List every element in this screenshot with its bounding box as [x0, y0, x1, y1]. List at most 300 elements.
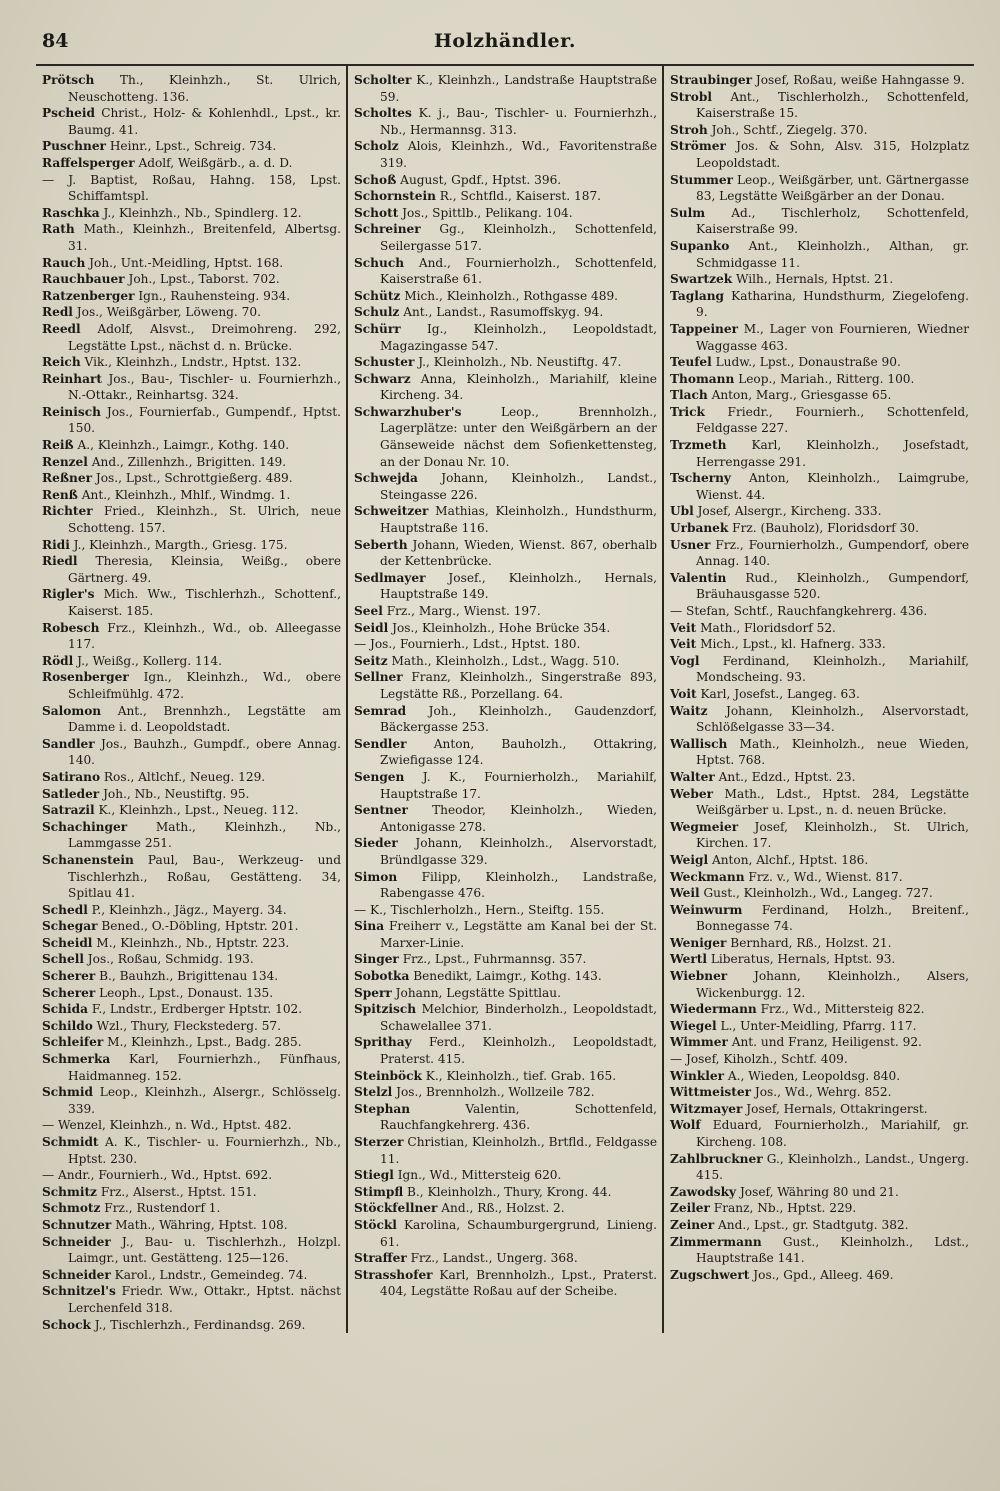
entry-surname: Reßner: [42, 471, 92, 486]
entry-surname: Ridi: [42, 537, 70, 552]
entry-details: Ferd., Kleinholzh., Leopoldstadt, Praterst. 415.: [380, 1035, 658, 1067]
entry-surname: Schanenstein: [42, 852, 134, 867]
entry-details: J., Tischlerhzh., Ferdinandsg. 269.: [94, 1317, 306, 1332]
directory-entry: [670, 72, 969, 89]
entry-details: K., Kleinhzh., Lpst., Neueg. 112.: [98, 803, 299, 818]
entry-surname: Weckmann: [670, 869, 745, 884]
entry-details: J., Kleinhzh., Nb., Spindlerg. 12.: [103, 205, 302, 220]
entry-surname: Stroh: [670, 122, 708, 137]
entry-details: Jos., Fournierfab., Gumpendf., Hptst. 150.: [68, 404, 342, 436]
entry-details: Joh., Lpst., Taborst. 702.: [128, 272, 280, 287]
directory-entry: [42, 470, 341, 487]
directory-entry: [354, 1084, 657, 1101]
entry-surname: Richter: [42, 504, 93, 519]
entry-details: Math., Floridsdorf 52.: [700, 620, 836, 635]
entry-details: Ferdinand, Holzh., Breitenf., Bonnegasse 74.: [696, 902, 969, 934]
directory-entry: [670, 1051, 969, 1068]
entry-surname: Rauch: [42, 255, 86, 270]
entry-details: Math., Kleinhzh., Breitenfeld, Albertsg. 31.: [68, 222, 341, 253]
directory-entry: [670, 138, 969, 171]
entry-surname: Seel: [354, 604, 383, 618]
directory-entry: [670, 570, 969, 603]
entry-details: Jos., Lpst., Schrottgießerg. 489.: [95, 471, 293, 486]
entry-details: Mich. Ww., Tischlerhzh., Schottenf., Kaiserst. 185.: [68, 587, 342, 618]
entry-surname: Schmotz: [42, 1201, 101, 1216]
entry-surname: Ubl: [670, 504, 694, 519]
entry-details: And., Zillenhzh., Brigitten. 149.: [91, 454, 287, 469]
directory-entry: [42, 786, 341, 803]
directory-entry: [42, 802, 341, 819]
directory-entry: [42, 1234, 341, 1267]
entry-surname: Stimpfl: [354, 1184, 404, 1199]
entry-details: A., Wieden, Leopoldsg. 840.: [727, 1068, 901, 1083]
entry-surname: Wiegel: [670, 1018, 717, 1033]
entry-surname: Schuch: [354, 255, 405, 270]
entry-surname: Robesch: [42, 620, 100, 635]
entry-surname: Reedl: [42, 321, 81, 336]
entry-surname: Rigler's: [42, 587, 95, 602]
entry-details: K., Kleinholzh., tief. Grab. 165.: [425, 1068, 617, 1083]
entry-surname: Tappeiner: [670, 321, 738, 336]
entry-surname: Schock: [42, 1317, 91, 1332]
entry-surname: Waitz: [670, 703, 708, 718]
directory-entry: [354, 835, 657, 868]
entry-details: Joh., Kleinholzh., Gaudenzdorf, Bäckergasse 253.: [380, 703, 658, 735]
entry-surname: Wolf: [670, 1118, 701, 1133]
entry-details: Bernhard, Rß., Holzst. 21.: [730, 935, 892, 950]
entry-details: Ant., Kleinhzh., Mhlf., Windmg. 1.: [81, 487, 291, 502]
entry-details: J., Bau- u. Tischlerhzh., Holzpl. Laimgr., unt. Gestätteng. 125—126.: [68, 1234, 342, 1266]
entry-surname: Schildo: [42, 1018, 93, 1033]
entry-details: K., Kleinhzh., Landstraße Hauptstraße 59.: [380, 73, 657, 104]
entry-details: Ad., Tischlerholz, Schottenfeld, Kaiserstraße 99.: [696, 205, 969, 237]
entry-surname: Schachinger: [42, 819, 128, 834]
directory-entry: [42, 586, 341, 619]
entry-details: Jos., Roßau, Schmidg. 193.: [87, 952, 254, 967]
entry-details: Jos., Bauhzh., Gumpdf., obere Annag. 140.: [68, 736, 341, 768]
directory-entry: [354, 1200, 657, 1217]
entry-details: Jos., Brennholzh., Wollzeile 782.: [396, 1085, 595, 1100]
entry-details: Katharina, Hundsthurm, Ziegelofeng. 9.: [696, 288, 969, 320]
entry-surname: Salomon: [42, 703, 102, 718]
entry-details: Karl, Josefst., Langeg. 63.: [700, 686, 860, 701]
column-left: [36, 66, 346, 1333]
directory-entry: [670, 686, 969, 703]
entry-details: Josef, Alsergr., Kircheng. 333.: [697, 504, 882, 519]
entry-details: Leop., Brennholzh., Lagerplätze: unter den Weißgärbern an der Gänseweide nächst dem Sofienkettensteg, an der Donau Nr. 10.: [380, 404, 657, 469]
entry-surname: Sprithay: [354, 1035, 412, 1050]
directory-entry: [670, 520, 969, 537]
directory-entry: [42, 1317, 341, 1334]
entry-details: A., Kleinhzh., Laimgr., Kothg. 140.: [77, 438, 290, 453]
entry-surname: Rosenberger: [42, 670, 129, 685]
directory-entry: [42, 487, 341, 504]
directory-entry: [42, 703, 341, 736]
directory-entry: [42, 105, 341, 138]
entry-details: — Andr., Fournierh., Wd., Hptst. 692.: [42, 1168, 273, 1183]
entry-surname: Zimmermann: [670, 1234, 762, 1249]
entry-surname: Taglang: [670, 288, 725, 303]
directory-entry: [354, 968, 657, 985]
entry-details: Mathias, Kleinholzh., Hundsthurm, Hauptstraße 116.: [380, 504, 657, 536]
directory-entry: [670, 902, 969, 935]
entry-surname: Schoß: [354, 172, 397, 187]
entry-surname: Renzel: [42, 454, 88, 469]
entry-surname: Schmid: [42, 1085, 93, 1100]
entry-details: J., Weißg., Kollerg. 114.: [77, 653, 223, 668]
directory-entry: [354, 205, 657, 222]
directory-entry: [42, 138, 341, 155]
entry-details: — K., Tischlerholzh., Hern., Steiftg. 155.: [354, 902, 605, 917]
entry-details: Johann, Legstätte Spittlau.: [395, 985, 561, 1000]
directory-entry: [42, 902, 341, 919]
entry-surname: Schleifer: [42, 1035, 104, 1050]
directory-entry: [670, 935, 969, 952]
entry-details: Anton, Alchf., Hptst. 186.: [711, 852, 869, 867]
directory-entry: [42, 1184, 341, 1201]
entry-surname: Sentner: [354, 803, 408, 818]
entry-surname: Riedl: [42, 554, 78, 569]
directory-entry: [670, 786, 969, 819]
entry-details: Melchior, Binderholzh., Leopoldstadt, Schawelallee 371.: [380, 1002, 657, 1033]
entry-surname: Zawodsky: [670, 1184, 737, 1199]
directory-entry: [354, 1184, 657, 1201]
directory-entry: [42, 1051, 341, 1084]
entry-details: Ig., Kleinholzh., Leopoldstadt, Magazingasse 547.: [380, 321, 657, 353]
entry-surname: Weber: [670, 786, 713, 801]
directory-entry: [42, 1267, 341, 1284]
directory-entry: [354, 188, 657, 205]
directory-entry: [42, 736, 341, 769]
entry-details: Math., Kleinholzh., Ldst., Wagg. 510.: [391, 653, 620, 668]
directory-entry: [42, 1167, 341, 1184]
directory-entry: [42, 653, 341, 670]
column-middle: [346, 66, 662, 1333]
directory-entry: [354, 354, 657, 371]
entry-details: Josef, Roßau, weiße Hahngasse 9.: [755, 73, 965, 87]
entry-surname: Schedl: [42, 902, 88, 917]
entry-details: Leop., Mariah., Ritterg. 100.: [738, 371, 915, 386]
directory-entry: [42, 72, 341, 105]
entry-details: Friedr. Ww., Ottakr., Hptst. nächst Lerchenfeld 318.: [68, 1284, 341, 1315]
directory-entry: [354, 1001, 657, 1034]
directory-entry: [42, 819, 341, 852]
directory-entry: [42, 354, 341, 371]
directory-entry: [670, 387, 969, 404]
directory-entry: [42, 205, 341, 222]
directory-entry: [670, 968, 969, 1001]
directory-entry: [670, 1101, 969, 1118]
directory-entry: [354, 869, 657, 902]
entry-surname: Seidl: [354, 620, 389, 635]
entry-surname: Steinböck: [354, 1068, 422, 1083]
directory-entry: [42, 553, 341, 586]
entry-details: Ludw., Lpst., Donaustraße 90.: [715, 355, 901, 370]
directory-entry: [354, 620, 657, 637]
directory-entry: [354, 1068, 657, 1085]
directory-entry: [670, 288, 969, 321]
directory-entry: [42, 371, 341, 404]
entry-surname: Sina: [354, 919, 385, 934]
directory-entry: [354, 703, 657, 736]
entry-details: J., Kleinholzh., Nb. Neustiftg. 47.: [418, 355, 622, 370]
entry-surname: Zeiner: [670, 1217, 715, 1232]
entry-surname: Straffer: [354, 1251, 407, 1266]
column-right: [662, 66, 974, 1333]
entry-details: Karolina, Schaumburgergrund, Linieng. 61.: [380, 1217, 658, 1249]
entry-surname: Satirano: [42, 769, 101, 784]
entry-details: Valentin, Schottenfeld, Rauchfangkehrerg. 436.: [380, 1101, 657, 1133]
directory-entry: [354, 221, 657, 254]
entry-surname: Schnutzer: [42, 1217, 112, 1232]
directory-entry: [42, 852, 341, 902]
directory-entry: [42, 1034, 341, 1051]
entry-details: Wilh., Hernals, Hptst. 21.: [735, 272, 894, 287]
entry-details: Adolf, Alsvst., Dreimohreng. 292, Legstätte Lpst., nächst d. n. Brücke.: [68, 321, 341, 353]
entry-details: Ant., Edzd., Hptst. 23.: [718, 769, 856, 784]
entry-surname: Satrazil: [42, 803, 95, 818]
entry-surname: Straubinger: [670, 73, 753, 87]
entry-surname: Sedlmayer: [354, 570, 426, 585]
entry-details: Leoph., Lpst., Donaust. 135.: [99, 985, 274, 1000]
entry-surname: Prötsch: [42, 73, 95, 87]
entry-details: Math., Ldst., Hptst. 284, Legstätte Weißgärber u. Lpst., n. d. neuen Brücke.: [696, 786, 969, 818]
directory-entry: [354, 288, 657, 305]
directory-entry: [354, 669, 657, 702]
entry-surname: Wittmeister: [670, 1085, 751, 1100]
entry-details: Math., Kleinhzh., Nb., Lammgasse 251.: [68, 819, 342, 851]
entry-surname: Reinhart: [42, 371, 102, 386]
entry-surname: Winkler: [670, 1068, 725, 1083]
entry-surname: Voit: [670, 686, 697, 701]
directory-entry: [354, 72, 657, 105]
entry-surname: Scholtes: [354, 106, 412, 121]
entry-details: Jos., Wd., Wehrg. 852.: [754, 1085, 892, 1100]
entry-surname: Puschner: [42, 139, 106, 154]
entry-surname: Urbanek: [670, 521, 729, 536]
entry-surname: Sulm: [670, 205, 706, 220]
entry-surname: Schornstein: [354, 189, 436, 204]
directory-entry: [354, 1267, 657, 1300]
directory-entry: [354, 470, 657, 503]
entry-details: J., Kleinhzh., Margth., Griesg. 175.: [73, 537, 288, 552]
entry-surname: Stephan: [354, 1101, 411, 1116]
entry-surname: Stelzl: [354, 1085, 393, 1100]
entry-surname: Weniger: [670, 935, 727, 950]
entry-surname: Schulz: [354, 305, 400, 320]
directory-entry: [42, 304, 341, 321]
entry-details: Th., Kleinhzh., St. Ulrich, Neuschotteng. 136.: [68, 73, 342, 104]
directory-entry: [670, 885, 969, 902]
entry-surname: Trzmeth: [670, 438, 727, 453]
entry-surname: Walter: [670, 769, 715, 784]
entry-details: Josef, Kleinholzh., St. Ulrich, Kirchen. 17.: [696, 819, 969, 851]
directory-entry: [670, 1200, 969, 1217]
entry-details: Anton, Kleinholzh., Laimgrube, Wienst. 44.: [696, 471, 969, 502]
entry-surname: Strasshofer: [354, 1267, 433, 1282]
entry-surname: Sobotka: [354, 969, 410, 984]
entry-details: Ign., Wd., Mittersteig 620.: [397, 1168, 562, 1183]
entry-details: And., Fournierholzh., Schottenfeld, Kaiserstraße 61.: [380, 255, 657, 287]
directory-entry: [42, 1134, 341, 1167]
entry-details: Theodor, Kleinholzh., Wieden, Antonigasse 278.: [380, 803, 657, 834]
entry-surname: Schweitzer: [354, 504, 429, 519]
entry-surname: Semrad: [354, 703, 407, 718]
entry-surname: Stiegl: [354, 1168, 394, 1183]
entry-surname: Rath: [42, 222, 75, 237]
directory-entry: [42, 1018, 341, 1035]
entry-details: Filipp, Kleinholzh., Landstraße, Rabengasse 476.: [380, 869, 657, 901]
entry-details: Franz, Nb., Hptst. 229.: [713, 1201, 857, 1216]
entry-surname: Sterzer: [354, 1135, 404, 1149]
directory-entry: [42, 1117, 341, 1134]
entry-details: Ant., Landst., Rasumoffskyg. 94.: [403, 305, 604, 320]
directory-entry: [354, 1217, 657, 1250]
entry-details: M., Kleinhzh., Nb., Hptstr. 223.: [96, 935, 290, 950]
entry-details: Heinr., Lpst., Schreig. 734.: [109, 139, 277, 154]
entry-details: Leop., Weißgärber, unt. Gärtnergasse 83, Legstätte Weißgärber an der Donau.: [696, 172, 969, 204]
running-title: Holzhändler.: [433, 30, 577, 52]
entry-details: L., Unter-Meidling, Pfarrg. 117.: [720, 1018, 917, 1033]
entry-surname: Swartzek: [670, 272, 733, 287]
entry-details: Ros., Altlchf., Neueg. 129.: [103, 769, 266, 784]
directory-entry: [670, 951, 969, 968]
directory-entry: [354, 105, 657, 138]
directory-entry: [42, 172, 341, 205]
directory-entry: [670, 503, 969, 520]
directory-entry: [670, 1018, 969, 1035]
entry-details: — J. Baptist, Roßau, Hahng. 158, Lpst. Schiffamtspl.: [42, 172, 341, 204]
directory-entry: [670, 122, 969, 139]
directory-entry: [42, 1001, 341, 1018]
directory-entry: [42, 769, 341, 786]
entry-details: Frz., Wd., Mittersteig 822.: [760, 1002, 925, 1017]
entry-details: Friedr., Fournierh., Schottenfeld, Feldgasse 227.: [696, 404, 970, 436]
entry-surname: Seberth: [354, 537, 408, 552]
directory-entry: [42, 985, 341, 1002]
entry-surname: Valentin: [670, 570, 727, 585]
entry-details: Jos. & Sohn, Alsv. 315, Holzplatz Leopoldstadt.: [696, 139, 970, 170]
directory-entry: [42, 951, 341, 968]
entry-surname: Vogl: [670, 653, 700, 668]
entry-surname: Trick: [670, 404, 705, 419]
directory-entry: [670, 852, 969, 869]
entry-surname: Zahlbruckner: [670, 1151, 763, 1166]
entry-details: And., Lpst., gr. Stadtgutg. 382.: [718, 1217, 909, 1232]
entry-surname: Stöckfellner: [354, 1201, 438, 1216]
directory-entry: [670, 205, 969, 238]
directory-entry: [670, 437, 969, 470]
entry-surname: Sellner: [354, 670, 403, 685]
entry-details: Frz., Lpst., Fuhrmannsg. 357.: [402, 952, 587, 967]
directory-entry: [42, 968, 341, 985]
directory-entry: [42, 437, 341, 454]
entry-surname: Simon: [354, 869, 398, 884]
directory-entry: [670, 271, 969, 288]
directory-entry: [670, 653, 969, 686]
directory-entry: [670, 1001, 969, 1018]
entry-details: Ant. und Franz, Heiligenst. 92.: [731, 1035, 922, 1050]
entry-surname: Wiedermann: [670, 1002, 757, 1017]
directory-entry: [354, 172, 657, 189]
entry-details: B., Kleinholzh., Thury, Krong. 44.: [407, 1184, 612, 1199]
directory-entry: [42, 271, 341, 288]
entry-details: Rud., Kleinholzh., Gumpendorf, Bräuhausgasse 520.: [696, 570, 969, 602]
directory-entry: [670, 1217, 969, 1234]
directory-entry: [354, 304, 657, 321]
directory-entry: [354, 603, 657, 620]
entry-surname: Weil: [670, 886, 700, 901]
entry-details: Frz. (Bauholz), Floridsdorf 30.: [732, 521, 919, 536]
entry-details: Eduard, Fournierholzh., Mariahilf, gr. Kircheng. 108.: [696, 1118, 970, 1149]
entry-surname: Scheidl: [42, 935, 93, 950]
entry-surname: Scherer: [42, 985, 96, 1000]
entry-surname: Schnitzel's: [42, 1284, 116, 1299]
directory-entry: [670, 470, 969, 503]
entry-details: Johann, Kleinholzh., Alservorstadt, Schlößelgasse 33—34.: [696, 703, 969, 735]
entry-details: Josef, Hernals, Ottakringerst.: [746, 1101, 928, 1116]
directory-entry: [354, 769, 657, 802]
entry-details: Anna, Kleinholzh., Mariahilf, kleine Kircheng. 34.: [380, 371, 657, 403]
directory-entry: [354, 636, 657, 653]
directory-entry: [354, 1134, 657, 1167]
directory-entry: [42, 669, 341, 702]
directory-entry: [42, 221, 341, 254]
entry-surname: Wallisch: [670, 736, 728, 751]
page-number: 84: [42, 30, 69, 52]
entry-surname: Teufel: [670, 355, 712, 370]
directory-entry: [354, 985, 657, 1002]
entry-surname: Zugschwert: [670, 1267, 750, 1282]
entry-surname: Spitzisch: [354, 1002, 417, 1017]
entry-details: Alois, Kleinhzh., Wd., Favoritenstraße 319.: [380, 139, 658, 170]
entry-surname: Witzmayer: [670, 1101, 743, 1116]
directory-entry: [42, 321, 341, 354]
entry-details: Frz., Rustendorf 1.: [104, 1201, 221, 1216]
entry-surname: Satleder: [42, 786, 100, 801]
entry-surname: Zeiler: [670, 1201, 710, 1216]
entry-details: Frz., Landst., Ungerg. 368.: [410, 1251, 578, 1266]
entry-details: — Jos., Fournierh., Ldst., Hptst. 180.: [354, 637, 581, 652]
directory-entry: [354, 255, 657, 288]
directory-entry: [670, 736, 969, 769]
entry-surname: Schegar: [42, 919, 98, 934]
directory-entry: [42, 503, 341, 536]
entry-details: Karol., Lndstr., Gemeindeg. 74.: [114, 1267, 308, 1282]
entry-surname: Weigl: [670, 852, 709, 867]
entry-details: Karl, Fournierhzh., Fünfhaus, Haidmanneg. 152.: [68, 1052, 341, 1083]
entry-surname: Veit: [670, 637, 697, 652]
entry-details: Frz. v., Wd., Wienst. 817.: [748, 869, 903, 884]
entry-surname: Schütz: [354, 288, 401, 303]
directory-entry: [42, 918, 341, 935]
entry-details: M., Kleinhzh., Lpst., Badg. 285.: [107, 1035, 302, 1050]
entry-details: August, Gpdf., Hptst. 396.: [400, 172, 562, 187]
directory-entry: [42, 935, 341, 952]
entry-surname: Ratzenberger: [42, 288, 135, 303]
directory-entry: [670, 354, 969, 371]
entry-surname: Schreiner: [354, 222, 421, 237]
entry-details: Ant., Kleinholzh., Althan, gr. Schmidgasse 11.: [696, 238, 969, 270]
entry-surname: Pscheid: [42, 106, 96, 121]
directory-entry: [354, 371, 657, 404]
entry-surname: Stummer: [670, 172, 734, 187]
entry-details: — Wenzel, Kleinhzh., n. Wd., Hptst. 482.: [42, 1118, 292, 1133]
entry-surname: Rauchbauer: [42, 272, 125, 287]
entry-surname: Weinwurm: [670, 902, 743, 917]
entry-details: Frz., Alserst., Hptst. 151.: [100, 1184, 257, 1199]
entry-surname: Thomann: [670, 371, 735, 386]
